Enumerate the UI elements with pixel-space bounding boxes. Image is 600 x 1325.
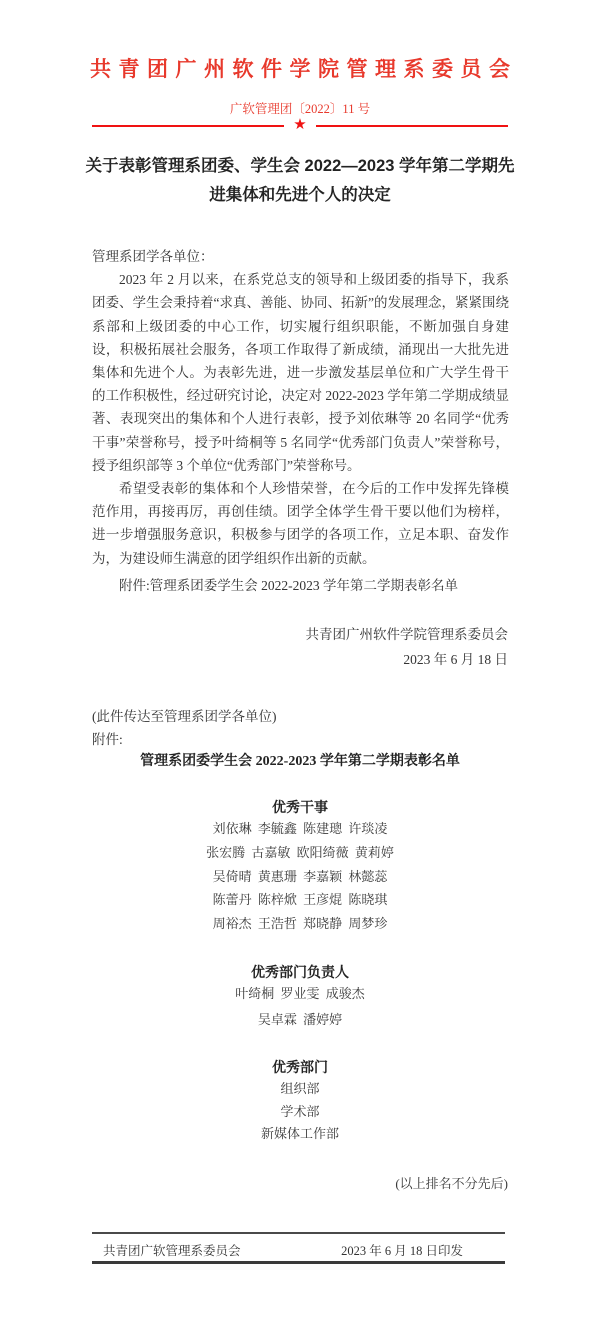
name-row: 叶绮桐 罗业雯 成骏杰 (235, 986, 365, 1001)
document-number: 广软管理团〔2022〕11 号 (229, 102, 371, 116)
department-row: 学术部 (280, 1103, 320, 1119)
ranking-footnote: (以上排名不分先后) (395, 1176, 508, 1191)
rule-segment-right (316, 125, 508, 127)
body-paragraph-1: 2023 年 2 月以来，在系党总支的领导和上级团委的指导下，我系团委、学生会秉持着“求真、善能、协同、拓新”的发展理念，紧紧围绕系部和上级团委的中心工作，切实履行组织职能，不断加强自身建设，积极拓展社会服务，各项工作取得了新成绩，涌现出一大批先进集体和先进个人。为表彰先进，进一步激发基层单位和广大学生骨干的工作积极性，经过研究讨论，决定对 2022-2023 学年第二学期成绩显著、表现突出的集体和个人进行表彰，授予刘依琳等 20 名同学“优秀干事”荣誉称号，授予叶绮桐等 5 名同学“优秀部门负责人”荣誉称号，授予组织部等 3 个单位“优秀部门”荣誉称号。 (92, 272, 509, 473)
name-row: 吴卓霖 潘婷婷 (257, 1012, 343, 1027)
signature-block (92, 627, 508, 668)
name-row: 周裕杰 王浩哲 郑晓静 周梦珍 (212, 916, 388, 932)
signature-date: 2023 年 6 月 18 日 (403, 652, 508, 667)
footer-rule-top (92, 1232, 505, 1234)
department-row: 组织部 (280, 1081, 320, 1096)
star-icon: ★ (293, 117, 307, 133)
section-heading-outstanding-departments: 优秀部门 (272, 1061, 328, 1076)
name-row: 刘依琳 李毓鑫 陈建璁 许琰凌 (212, 821, 388, 836)
department-list (0, 1078, 600, 1146)
section-heading-outstanding-dept-heads: 优秀部门负责人 (251, 966, 349, 981)
attachment-label: 附件: (92, 732, 123, 747)
footer-print-date: 2023 年 6 月 18 日印发 (341, 1244, 463, 1258)
signature-org: 共青团广州软件学院管理系委员会 (305, 627, 508, 642)
attachment-title: 管理系团委学生会 2022-2023 学年第二学期表彰名单 (140, 754, 460, 769)
name-row: 张宏腾 古嘉敏 欧阳绮薇 黄莉婷 (206, 844, 394, 860)
issuing-org-title: 共青团广州软件学院管理系委员会 (90, 57, 518, 81)
section-heading-outstanding-officers: 优秀干事 (272, 801, 328, 816)
name-list-outstanding-officers (0, 817, 600, 936)
document-body (92, 245, 509, 570)
body-paragraph-2: 希望受表彰的集体和个人珍惜荣誉，在今后的工作中发挥先锋模范作用，再接再厉，再创佳绩。团学全体学生骨干要以他们为榜样，进一步增强服务意识，积极参与团学的各项工作，立足本职、奋发作为，为建设师生满意的团学组织作出新的贡献。 (92, 481, 509, 566)
name-row: 吴倚晴 黄惠珊 李嘉颖 林懿蕊 (212, 868, 388, 884)
footer-issuer: 共青团广软管理系委员会 (103, 1244, 241, 1258)
name-row: 陈蕾丹 陈梓焮 王彦焜 陈晓琪 (212, 892, 388, 908)
salutation: 管理系团学各单位： (92, 249, 214, 264)
red-header-rule (92, 118, 508, 133)
distribution-note: (此件传达至管理系团学各单位) (92, 709, 277, 724)
attachment-reference-line: 附件:管理系团委学生会 2022-2023 学年第二学期表彰名单 (119, 578, 458, 593)
name-list-outstanding-dept-heads (0, 981, 600, 1033)
document-title: 关于表彰管理系团委、学生会 2022—2023 学年第二学期先进集体和先进个人的决定 (85, 157, 515, 204)
footer-rule-bottom (92, 1261, 505, 1264)
department-row: 新媒体工作部 (260, 1126, 339, 1142)
rule-segment-left (92, 125, 284, 127)
footer (92, 1241, 505, 1259)
